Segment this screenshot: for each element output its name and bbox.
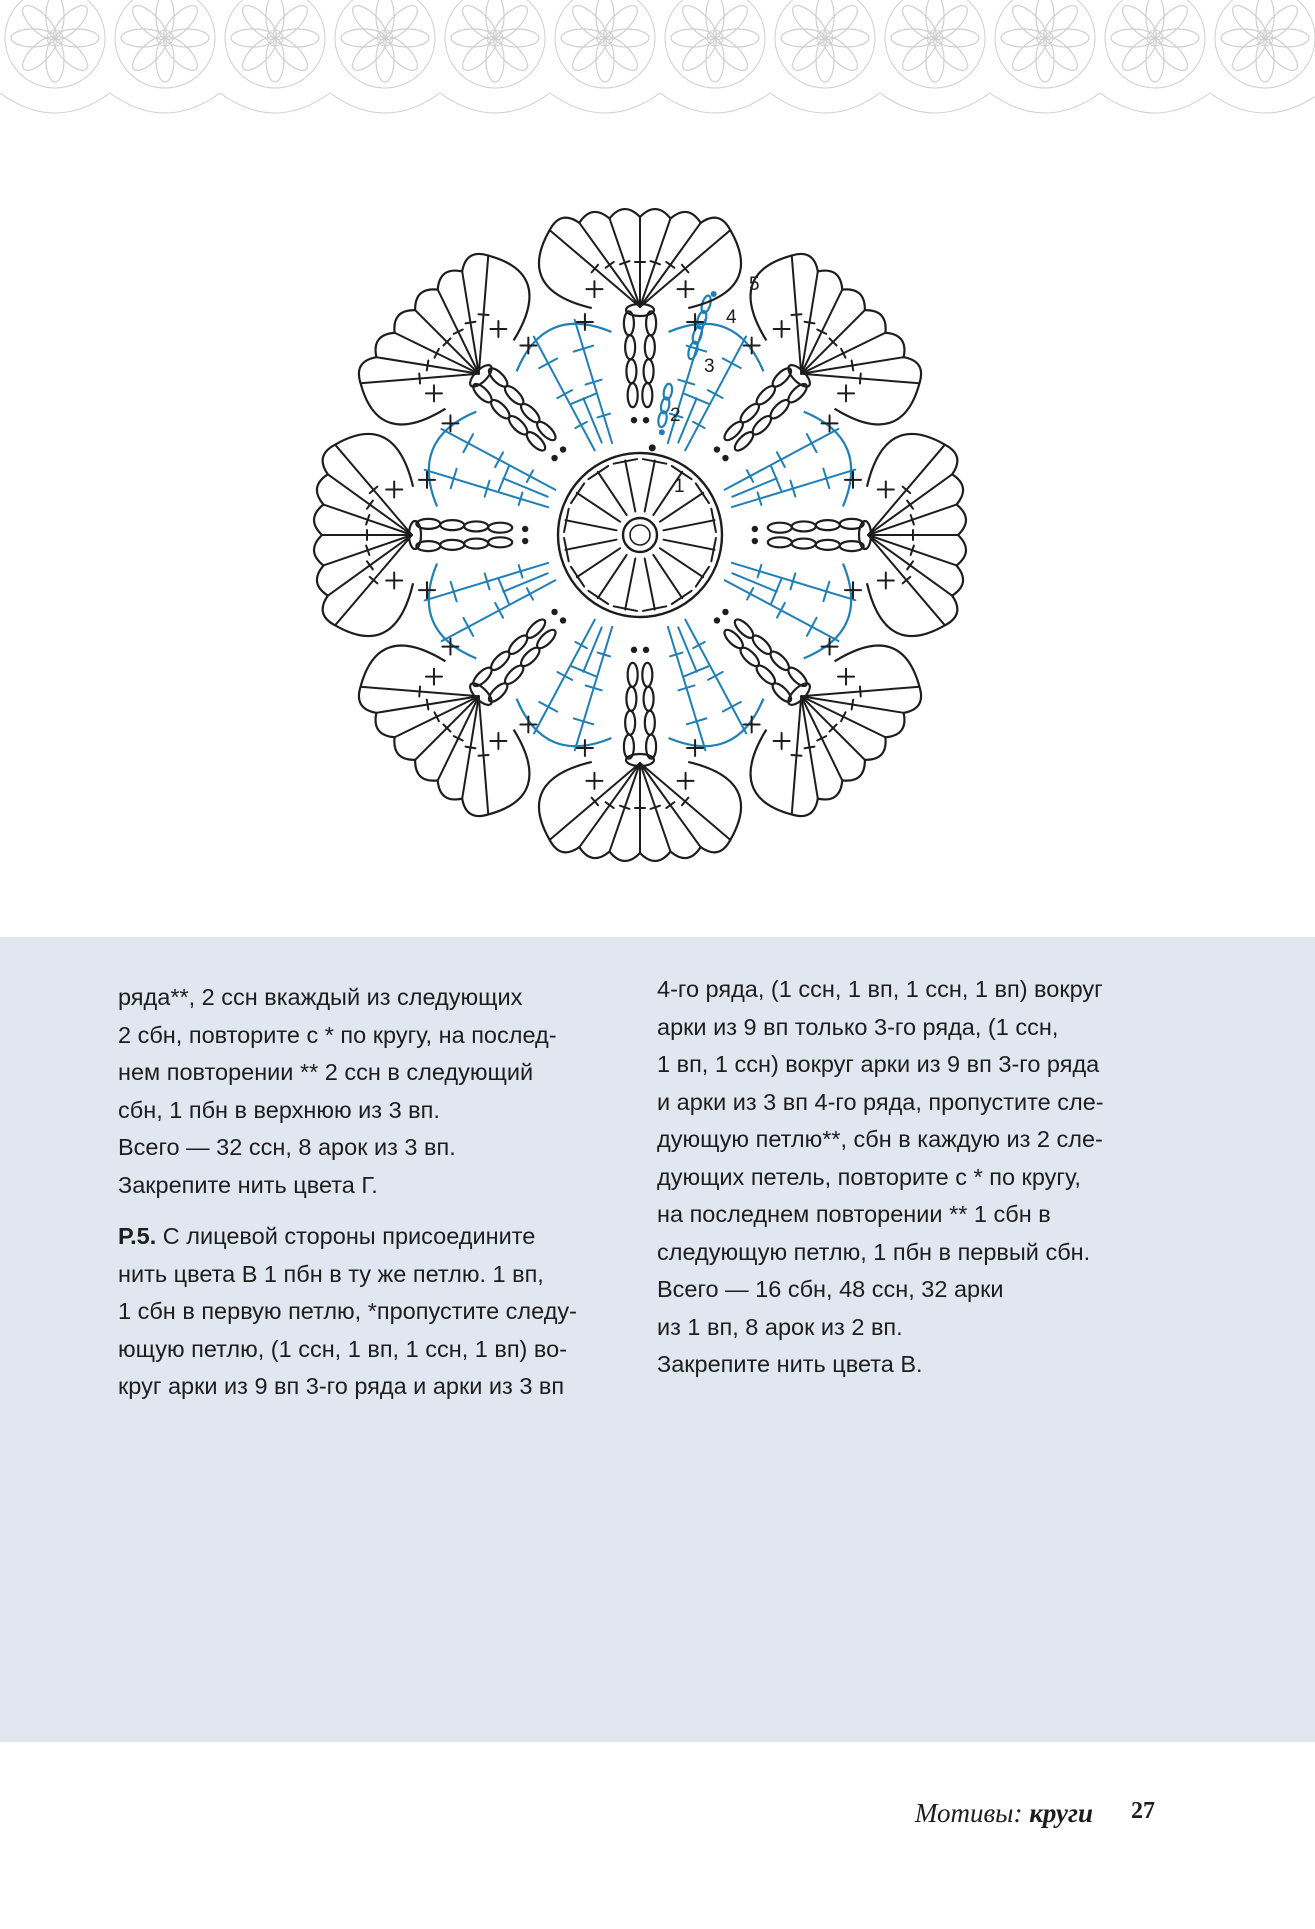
stitch-dot [631, 417, 637, 423]
row-4-arc [429, 564, 476, 659]
magic-ring-inner [630, 525, 650, 545]
stitch-dot [551, 455, 557, 461]
ornament-ring [1215, 0, 1315, 88]
chain-oval [644, 359, 654, 383]
petal-stitch-tick [852, 361, 854, 371]
petal-stitch-tick [907, 561, 913, 569]
petal-stitch-tick [427, 700, 429, 710]
stitch-dot [551, 609, 557, 615]
ornament-ring [775, 0, 875, 88]
text-line: 1 вп, 1 ссн) вокруг арки из 9 вп 3-го ряда [657, 1051, 1100, 1077]
petal-side [539, 230, 592, 308]
stitch-tick [747, 470, 753, 482]
stitch-tick [463, 434, 473, 452]
chain-oval [642, 663, 652, 687]
row-4-arc [669, 699, 764, 746]
row-2-stitch-top [771, 467, 781, 491]
stitch-dot [752, 538, 758, 544]
row-1-stitch [645, 460, 655, 511]
ornament-petal [1149, 1, 1193, 45]
text-line: 2 сбн, повторите с * по кругу, на послед- [118, 1021, 557, 1048]
row-2-stitch-top [572, 394, 596, 404]
chain-oval [628, 663, 638, 687]
chain-oval [626, 687, 636, 711]
chain-oval [642, 383, 652, 407]
magic-ring [623, 518, 657, 552]
petal-stitch-tick [791, 314, 801, 315]
chain-oval [768, 537, 792, 547]
text-line: Закрепите нить цвета Г. [118, 1171, 378, 1198]
ornament-scallop [0, 93, 110, 113]
chain-oval [628, 383, 638, 407]
row-1-stitch [664, 540, 715, 550]
ornament-ring [225, 0, 325, 88]
petal-stitch-tick [367, 561, 373, 569]
stitch-tick [777, 452, 785, 467]
chain-oval [786, 665, 810, 689]
text-line: 1 сбн в первую петлю, *пропустите следу- [118, 1298, 577, 1324]
text-line: ряда**, 2 ссн вкаждый из следующих [118, 984, 523, 1010]
chain-oval [440, 540, 464, 550]
footer-section: Мотивы: [914, 1798, 1030, 1828]
text-line: дующих петель, повторите с * по кругу, [657, 1163, 1081, 1190]
row-2-stitch-top [685, 394, 709, 404]
petal-stitch-tick [860, 374, 861, 384]
text-line: С лицевой стороны присоедините [156, 1223, 536, 1249]
petal-side [488, 730, 529, 815]
stitch-tick [527, 588, 533, 600]
ornament-scallop [550, 93, 660, 113]
chain-oval [768, 523, 792, 533]
center-outer-circle [558, 453, 722, 617]
petal-stitch-tick [666, 802, 674, 808]
petal-side [488, 256, 529, 341]
petal-stitch-tick [479, 314, 489, 315]
text-line: Закрепите нить цвета В. [657, 1351, 923, 1377]
chain-oval [440, 520, 464, 530]
row-5-heading-line [118, 1218, 638, 1256]
ornament-scallop [110, 93, 220, 113]
chain-oval [625, 335, 635, 359]
text-line: ющую петлю, (1 ссн, 1 вп, 1 ссн, 1 вп) во- [118, 1335, 568, 1362]
ornament-scallop [1210, 93, 1315, 113]
stitch-tick [723, 702, 741, 712]
petal-side [335, 434, 413, 487]
stitch-dot [522, 538, 528, 544]
stitch-tick [575, 642, 587, 648]
ornament-scallop [1100, 93, 1210, 113]
petal-stitch-tick [419, 686, 420, 696]
stitch-dot [714, 617, 720, 623]
petal-side [751, 730, 792, 815]
row-2-stitch-top [499, 467, 509, 491]
page-number: 27 [1131, 1798, 1155, 1824]
ornament-ring [665, 0, 765, 88]
ornament-ring [5, 0, 105, 88]
stitch-dot [643, 417, 649, 423]
ornament-scallop [660, 93, 770, 113]
row-2-stitch-top [499, 580, 509, 604]
row-label-4: 4 [726, 307, 737, 328]
petal-side [688, 762, 741, 840]
petal-stitch-tick [791, 755, 801, 756]
petal-side [361, 383, 446, 424]
petal-stitch-tick [666, 262, 674, 268]
ornament-ring [445, 0, 545, 88]
petal-stitch-tick [606, 802, 614, 808]
ornament-ring [555, 0, 655, 88]
stitch-tick [708, 390, 723, 398]
chain-oval [792, 521, 816, 531]
text-line: и арки из 3 вп 4-го ряда, пропустите сле- [657, 1088, 1104, 1115]
stitch-tick [708, 672, 723, 680]
stitch-tick [495, 452, 503, 467]
chain-oval [470, 665, 494, 689]
ornament-scallop [770, 93, 880, 113]
petal-stitch-tick [907, 501, 913, 509]
chain-oval [464, 521, 488, 531]
chain-oval [464, 539, 488, 549]
petal-stitch-tick [606, 262, 614, 268]
ornament-scallop [440, 93, 550, 113]
text-line: сбн, 1 пбн в верхнюю из 3 вп. [118, 1096, 440, 1123]
stitch-tick [693, 642, 705, 648]
ornament-scallop [330, 93, 440, 113]
chain-oval [770, 365, 794, 389]
chain-oval [625, 711, 635, 735]
running-footer-title [915, 1798, 1093, 1829]
chart-row-5-petals [314, 209, 966, 861]
row-4-arc [669, 324, 764, 371]
text-line: Всего — 32 ссн, 8 арок из 3 вп. [118, 1134, 456, 1160]
text-line: круг арки из 9 вп 3-го ряда и арки из 3 вп [118, 1373, 565, 1399]
stitch-tick [777, 603, 785, 618]
petal-stitch-tick [427, 361, 429, 371]
ornament-petal [599, 1, 643, 45]
chain-oval [645, 711, 655, 735]
row-2-stitch-top [572, 666, 596, 676]
ornament-petal [159, 1, 203, 45]
text-line: из 1 вп, 8 арок из 2 вп. [657, 1313, 903, 1340]
row-4-arc [804, 564, 851, 659]
chart-row-labels [670, 274, 760, 497]
row-5-label: Р.5. [118, 1223, 157, 1249]
row-label-5: 5 [749, 274, 760, 295]
ornament-petal [379, 1, 423, 45]
chain-oval [626, 359, 636, 383]
chain-oval [644, 687, 654, 711]
text-line: нем повторении ** 2 ссн в следующий [118, 1059, 534, 1085]
stitch-dot [722, 455, 728, 461]
petal-stitch-tick [367, 501, 373, 509]
ornament-scallop [220, 93, 330, 113]
stitch-dot [560, 617, 566, 623]
chain-oval [486, 681, 510, 705]
petal-side [335, 583, 413, 636]
petal-side [361, 646, 446, 687]
join-dot [659, 429, 665, 435]
stitch-dot [752, 526, 758, 532]
petal-stitch-tick [479, 755, 489, 756]
stitch-dot [722, 609, 728, 615]
chain-oval [816, 520, 840, 530]
ornament-petal [709, 1, 753, 45]
join-dot [711, 291, 717, 297]
petal-stitch-tick [852, 700, 854, 710]
stitch-tick [539, 702, 557, 712]
ornament-petal [819, 1, 863, 45]
text-line: дующую петлю**, сбн в каждую из 2 сле- [657, 1126, 1103, 1152]
ornament-petal [269, 1, 313, 45]
petal-stitch-tick [805, 322, 815, 324]
chart-center-ring [558, 444, 722, 617]
stitch-dot [643, 647, 649, 653]
stitch-dot [560, 446, 566, 452]
row-1-stitch [565, 540, 616, 550]
right-text-column [657, 971, 1177, 1384]
chain-oval [770, 681, 794, 705]
stitch-tick [723, 358, 741, 368]
petal-side [835, 383, 920, 424]
join-dot [649, 444, 656, 451]
row-1-stitch [625, 559, 635, 610]
stitch-tick [539, 358, 557, 368]
chain-oval [786, 381, 810, 405]
row-label-1: 1 [674, 476, 685, 497]
stitch-tick [463, 618, 473, 636]
stitch-dot [522, 526, 528, 532]
petal-stitch-tick [805, 747, 815, 749]
petal-side [539, 762, 592, 840]
petal-stitch-tick [419, 374, 420, 384]
text-line: Всего — 16 сбн, 48 ссн, 32 арки [657, 1276, 1004, 1302]
chain-oval [488, 523, 512, 533]
crochet-chart-diagram [280, 175, 1000, 895]
ornament-ring [115, 0, 215, 88]
row-4-arc [429, 412, 476, 507]
ornament-ring [885, 0, 985, 88]
chart-rows-2-4-blue [425, 291, 856, 750]
stitch-tick [693, 422, 705, 428]
row-4-arc [517, 324, 612, 371]
petal-side [867, 583, 945, 636]
ornament-ring [1105, 0, 1205, 88]
stitch-tick [807, 618, 817, 636]
ornament-ring [335, 0, 435, 88]
row-4-arc [517, 699, 612, 746]
row-1-stitch [565, 520, 616, 530]
stitch-tick [527, 470, 533, 482]
ornament-petal [1039, 1, 1083, 45]
stitch-tick [557, 390, 572, 398]
text-line: арки из 9 вп только 3-го ряда, (1 ссн, [657, 1013, 1059, 1040]
stitch-tick [807, 434, 817, 452]
chain-oval [792, 539, 816, 549]
ornament-ring [995, 0, 1095, 88]
chain-oval [816, 540, 840, 550]
ornament-scallop [990, 93, 1100, 113]
ornament-petal [1259, 1, 1303, 45]
chain-oval [486, 365, 510, 389]
petal-stitch-tick [466, 322, 476, 324]
petal-side [751, 256, 792, 341]
instructions-panel [0, 937, 1315, 1742]
row-1-stitch [645, 559, 655, 610]
stitch-tick [557, 672, 572, 680]
text-line: нить цвета В 1 пбн в ту же петлю. 1 вп, [118, 1260, 544, 1287]
lace-ornament-band [0, 0, 1315, 125]
petal-side [835, 646, 920, 687]
row-1-stitch [664, 520, 715, 530]
text-line: следующую петлю, 1 пбн в первый сбн. [657, 1238, 1091, 1265]
chain-oval [470, 381, 494, 405]
footer-subsection: круги [1029, 1798, 1093, 1828]
row-2-stitch-top [771, 580, 781, 604]
chain-oval [645, 335, 655, 359]
stitch-dot [631, 647, 637, 653]
ornament-petal [929, 1, 973, 45]
ornament-petal [489, 1, 533, 45]
petal-stitch-tick [860, 686, 861, 696]
row-2-stitch-top [685, 666, 709, 676]
left-text-column [118, 979, 638, 1406]
stitch-tick [575, 422, 587, 428]
text-line: 4-го ряда, (1 ссн, 1 вп, 1 ссн, 1 вп) вокруг [657, 976, 1103, 1002]
row-label-3: 3 [704, 356, 715, 377]
stitch-tick [495, 603, 503, 618]
text-line: на последнем повторении ** 1 сбн в [657, 1201, 1051, 1227]
row-1-stitch [625, 460, 635, 511]
chain-oval [488, 537, 512, 547]
petal-side [867, 434, 945, 487]
stitch-tick [747, 588, 753, 600]
petal-stitch-tick [466, 747, 476, 749]
stitch-dot [714, 446, 720, 452]
row-4-arc [804, 412, 851, 507]
ornament-scallop [880, 93, 990, 113]
row-label-2: 2 [670, 405, 681, 426]
ornament-petal [49, 1, 93, 45]
